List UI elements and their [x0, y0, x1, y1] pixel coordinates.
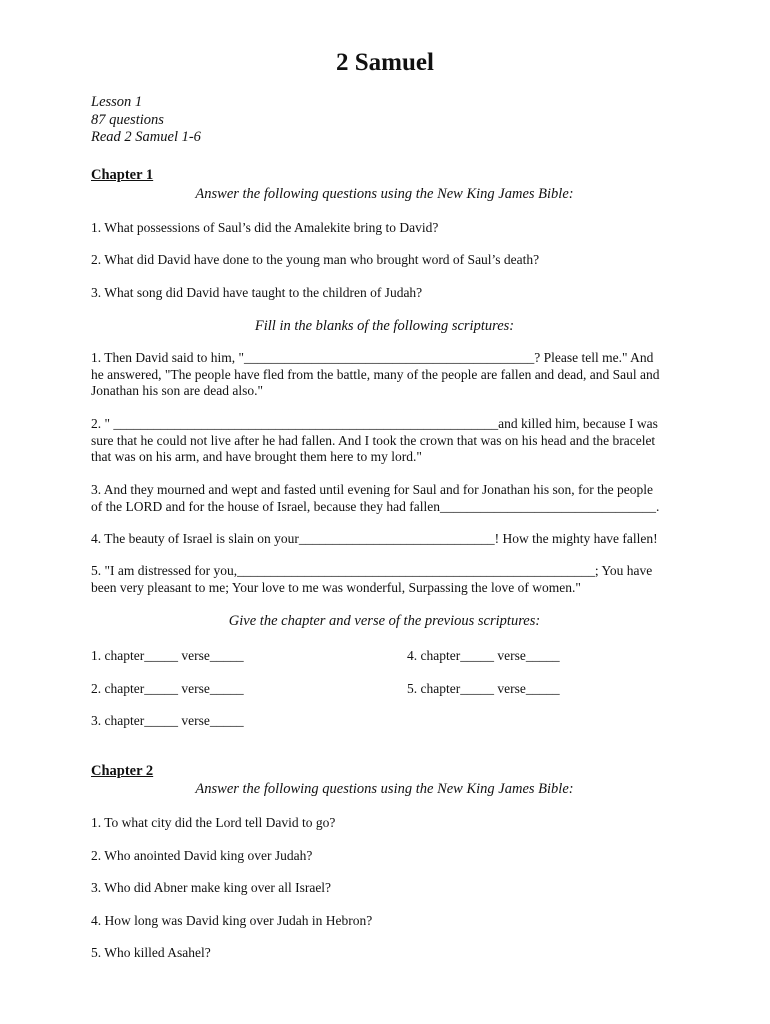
chapter2-question-1: 1. To what city did the Lord tell David to go? [91, 815, 336, 830]
reading-assignment: Read 2 Samuel 1-6 [91, 129, 201, 145]
fill-scripture-line: been very pleasant to me; Your love to me was wonderful, Surpassing the love of women." [91, 579, 581, 595]
chapter-verse-item-1: 1. chapter_____ verse_____ [91, 648, 244, 663]
chapter-verse-item-3: 3. chapter_____ verse_____ [91, 713, 244, 728]
chapter1-question-2: 2. What did David have done to the young man who brought word of Saul’s death? [91, 252, 540, 267]
lesson-info [91, 94, 201, 147]
chapter2-instruction: Answer the following questions using the New King James Bible: [195, 781, 574, 797]
chapter2-question-3: 3. Who did Abner make king over all Israel? [91, 880, 332, 895]
chapter2-heading: Chapter 2 [91, 763, 154, 779]
chapter-verse-item-2: 2. chapter_____ verse_____ [91, 681, 244, 696]
fill-scripture-line: sure that he could not live after he had fallen. And I took the crown that was on his head and the bracelet [91, 432, 656, 448]
page-title: 2 Samuel [336, 49, 434, 76]
fill-scripture-5 [91, 563, 681, 596]
fill-scripture-line: 4. The beauty of Israel is slain on your_____________________________! How the mighty have fallen! [91, 531, 658, 546]
chapter-verse-item-5: 5. chapter_____ verse_____ [407, 681, 560, 696]
fill-scripture-line: he answered, "The people have fled from the battle, many of the people are fallen and dead, and Saul and [91, 366, 660, 382]
fill-scripture-2 [91, 416, 681, 466]
fill-scripture-line: that was on his arm, and have brought them here to my lord." [91, 449, 422, 464]
chapter1-question-3: 3. What song did David have taught to the children of Judah? [91, 285, 423, 300]
chapter1-instruction: Answer the following questions using the New King James Bible: [195, 186, 574, 202]
chapter1-question-1: 1. What possessions of Saul’s did the Amalekite bring to David? [91, 220, 439, 235]
fill-scripture-line: of the LORD and for the house of Israel, because they had fallen________________________________. [91, 498, 660, 514]
chapter2-question-2: 2. Who anointed David king over Judah? [91, 848, 313, 863]
fill-scripture-line: 1. Then David said to him, "___________________________________________? Please tell me." And [91, 350, 654, 365]
fill-scripture-3 [91, 482, 681, 515]
fill-scripture-1 [91, 350, 681, 400]
fill-scripture-line: 3. And they mourned and wept and fasted until evening for Saul and for Jonathan his son, for the people [91, 482, 653, 497]
fill-scripture-line: 5. "I am distressed for you,_____________________________________________________; You have [91, 563, 653, 578]
fill-scripture-line: 2. " _________________________________________________________and killed him, because I was [91, 416, 658, 431]
chapter-verse-instruction: Give the chapter and verse of the previous scriptures: [228, 613, 541, 629]
chapter1-heading: Chapter 1 [91, 167, 154, 183]
question-count: 87 questions [91, 111, 164, 128]
fill-scripture-4 [91, 531, 681, 548]
fill-scripture-line: Jonathan his son are dead also." [91, 383, 263, 398]
chapter-verse-item-4: 4. chapter_____ verse_____ [407, 648, 560, 663]
lesson-label: Lesson 1 [91, 94, 143, 110]
fill-blanks-instruction: Fill in the blanks of the following scriptures: [254, 318, 515, 334]
chapter2-question-4: 4. How long was David king over Judah in Hebron? [91, 913, 373, 928]
chapter2-question-5: 5. Who killed Asahel? [91, 945, 211, 960]
